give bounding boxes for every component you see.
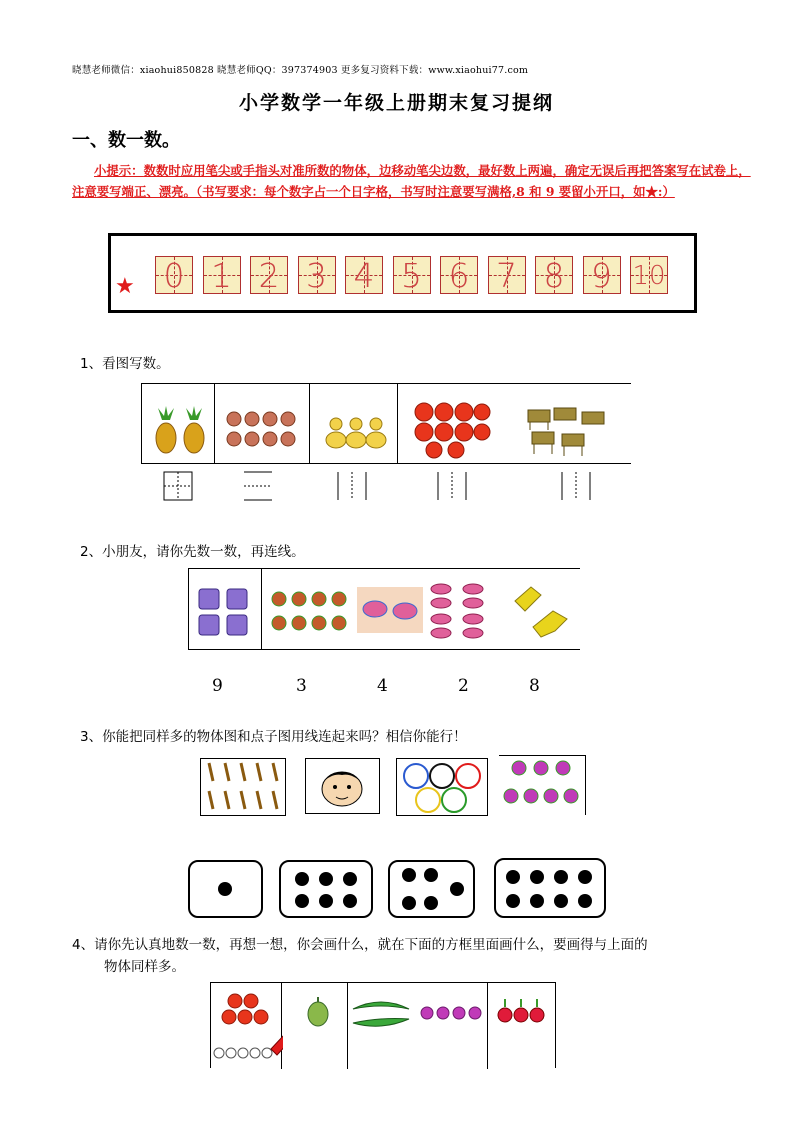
digit-cell-10 bbox=[630, 256, 668, 294]
dot-card-1 bbox=[188, 860, 263, 918]
snail-icon bbox=[267, 587, 353, 637]
pencil-icon bbox=[211, 1027, 283, 1069]
cup-icon bbox=[197, 587, 257, 639]
boy-face-icon bbox=[306, 759, 379, 813]
q2-picture-strip bbox=[188, 568, 580, 650]
digit-glyph: 6 bbox=[448, 256, 470, 295]
digit-glyph: 3 bbox=[306, 256, 327, 295]
digit-glyph: 4 bbox=[353, 256, 375, 295]
flower-icon bbox=[419, 1001, 485, 1025]
ring-icon bbox=[403, 763, 429, 789]
cucumber-icon bbox=[351, 999, 413, 1031]
q3-boy-box bbox=[305, 758, 380, 814]
cow-icon bbox=[526, 404, 616, 458]
bird-icon bbox=[511, 581, 573, 643]
digit-cell-0 bbox=[155, 256, 193, 294]
digit-glyph: 9 bbox=[591, 256, 612, 295]
horse-icon bbox=[357, 587, 423, 633]
q2-number-2: 3 bbox=[296, 676, 307, 696]
digit-cell-4 bbox=[345, 256, 383, 294]
tomato-icon bbox=[219, 991, 279, 1027]
tip-paragraph bbox=[72, 160, 762, 202]
ring-icon bbox=[429, 763, 455, 789]
question-1: 1、看图写数。 bbox=[80, 356, 170, 372]
digit-cell-9 bbox=[583, 256, 621, 294]
digit-cell-5 bbox=[393, 256, 431, 294]
digit-writing-box bbox=[108, 233, 697, 313]
q2-number-1: 9 bbox=[212, 676, 223, 696]
q4-picture-strip bbox=[210, 982, 556, 1068]
question-3: 3、你能把同样多的物体图和点子图用线连起来吗？相信你能行！ bbox=[80, 729, 467, 745]
dot-card-5 bbox=[388, 860, 475, 918]
ring-icon bbox=[415, 787, 441, 813]
digit-cell-2 bbox=[250, 256, 288, 294]
q1-answer-grids bbox=[160, 470, 600, 504]
digit-cell-8 bbox=[535, 256, 573, 294]
q2-number-3: 4 bbox=[377, 676, 388, 696]
tip-label: 小提示： bbox=[94, 163, 144, 178]
tip-text: 数数时应用笔尖或手指头对准所数的物体，边移动笔尖边数，最好数上两遍，确定无误后再把答案写在试卷上，注意要写端正、漂亮。（书写要求：每个数字占一个日字格，书写时注意要写满格,8 和 9 要留小开口，如★:） bbox=[72, 163, 751, 199]
digit-glyph: 1 bbox=[211, 256, 232, 295]
question-4-line1: 4、请你先认真地数一数，再想一想，你会画什么，就在下面的方框里面画什么，要画得与上面的 bbox=[72, 937, 648, 953]
q3-rings-box bbox=[396, 758, 488, 816]
dot-card-6 bbox=[279, 860, 373, 918]
digit-cell-1 bbox=[203, 256, 241, 294]
pineapple-icon bbox=[152, 406, 208, 454]
ring-icon bbox=[441, 787, 467, 813]
q3-wheat-box bbox=[200, 758, 286, 816]
q3-roses-box bbox=[499, 755, 586, 815]
flower-icon bbox=[224, 409, 304, 449]
question-2: 2、小朋友，请你先数一数，再连线。 bbox=[80, 544, 305, 560]
rose-icon bbox=[499, 756, 585, 814]
q2-number-4: 2 bbox=[458, 676, 469, 696]
q2-number-5: 8 bbox=[529, 676, 540, 696]
digit-glyph: 5 bbox=[401, 256, 422, 295]
q1-picture-strip bbox=[141, 383, 631, 464]
dot-card-8 bbox=[494, 858, 606, 918]
page-title: 小学数学一年级上册期末复习提纲 bbox=[238, 92, 554, 114]
digit-glyph: 2 bbox=[258, 256, 280, 295]
pepper-icon bbox=[303, 993, 333, 1027]
fish-icon bbox=[427, 581, 501, 643]
question-4-line2: 物体同样多。 bbox=[104, 959, 185, 975]
duck-icon bbox=[324, 412, 390, 452]
wheat-icon bbox=[201, 759, 285, 815]
digit-cell-6 bbox=[440, 256, 478, 294]
radish-icon bbox=[495, 995, 551, 1029]
page-header: 晓慧老师微信：xiaohui850828 晓慧老师QQ：397374903 更多复习资料下载：www.xiaohui77.com bbox=[72, 65, 529, 76]
digit-cell-3 bbox=[298, 256, 336, 294]
digit-cell-7 bbox=[488, 256, 526, 294]
digit-glyph: 7 bbox=[496, 256, 517, 295]
digit-glyph: 8 bbox=[543, 256, 565, 295]
section-title-count: 一、数一数。 bbox=[72, 130, 180, 151]
ring-icon bbox=[455, 763, 481, 789]
star-icon: ★ bbox=[115, 274, 135, 299]
tomato-icon bbox=[410, 400, 494, 460]
digit-glyph: 0 bbox=[163, 256, 185, 295]
digit-glyph: 10 bbox=[632, 261, 666, 291]
